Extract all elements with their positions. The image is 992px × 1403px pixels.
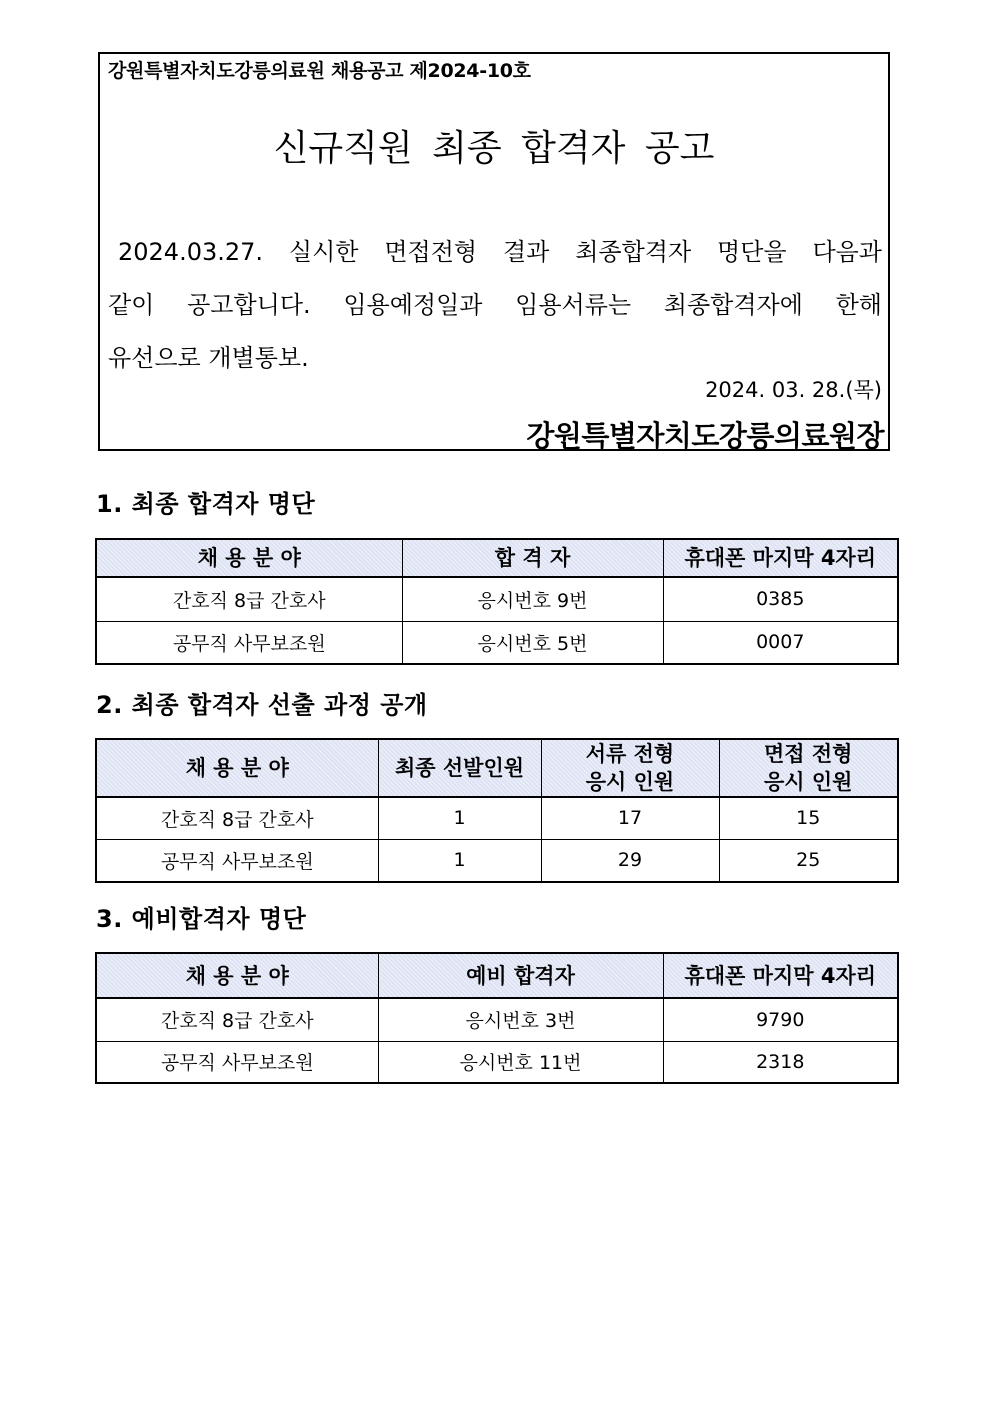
table-row <box>96 839 898 882</box>
column-header-line: 서류 전형 <box>585 742 675 766</box>
table-cell: 공무직 사무보조원 <box>96 1041 378 1083</box>
table-cell: 공무직 사무보조원 <box>96 839 378 882</box>
table-cell: 공무직 사무보조원 <box>96 621 402 664</box>
table-cell: 25 <box>719 839 898 882</box>
column-header: 예비 합격자 <box>378 953 663 998</box>
column-header: 채 용 분 야 <box>96 739 378 797</box>
column-header <box>541 739 719 797</box>
table-cell: 1 <box>378 797 541 839</box>
table-cell: 9790 <box>663 998 898 1041</box>
table-cell: 응시번호 11번 <box>378 1041 663 1083</box>
notice-body-line: 유선으로 개별통보. <box>108 344 309 372</box>
section-heading-final-list: 1. 최종 합격자 명단 <box>96 490 316 518</box>
notice-body-line: 같이 공고합니다. 임용예정일과 임용서류는 최종합격자에 한해 <box>108 291 882 319</box>
notice-date: 2024. 03. 28.(목) <box>705 378 882 402</box>
notice-number: 강원특별자치도강릉의료원 채용공고 제2024-10호 <box>108 60 531 82</box>
table-row <box>96 621 898 664</box>
table-cell: 2318 <box>663 1041 898 1083</box>
table-cell: 17 <box>541 797 719 839</box>
table-row <box>96 1041 898 1083</box>
notice-box <box>98 52 890 451</box>
table-cell: 간호직 8급 간호사 <box>96 577 402 621</box>
table-cell: 간호직 8급 간호사 <box>96 797 378 839</box>
column-header <box>719 739 898 797</box>
table-cell: 응시번호 3번 <box>378 998 663 1041</box>
column-header: 합 격 자 <box>402 539 663 577</box>
column-header-line: 응시 인원 <box>764 770 853 794</box>
reserve-passers-table <box>95 952 899 1084</box>
column-header-line: 응시 인원 <box>585 770 675 794</box>
column-header: 휴대폰 마지막 4자리 <box>663 539 898 577</box>
table-cell: 0007 <box>663 621 898 664</box>
table-row <box>96 577 898 621</box>
notice-signer: 강원특별자치도강릉의료원장 <box>526 419 884 453</box>
column-header: 최종 선발인원 <box>378 739 541 797</box>
table-row <box>96 998 898 1041</box>
table-cell: 응시번호 5번 <box>402 621 663 664</box>
final-passers-table <box>95 538 899 665</box>
notice-title: 신규직원 최종 합격자 공고 <box>273 128 715 169</box>
column-header: 채 용 분 야 <box>96 953 378 998</box>
table-cell: 응시번호 9번 <box>402 577 663 621</box>
notice-body-line: 2024.03.27. 실시한 면접전형 결과 최종합격자 명단을 다음과 <box>118 238 882 266</box>
notice-body <box>108 226 882 385</box>
table-cell: 15 <box>719 797 898 839</box>
section-heading-reserve-list: 3. 예비합격자 명단 <box>96 905 307 933</box>
column-header: 채 용 분 야 <box>96 539 402 577</box>
section-heading-selection-process: 2. 최종 합격자 선출 과정 공개 <box>96 691 428 719</box>
table-cell: 0385 <box>663 577 898 621</box>
table-cell: 29 <box>541 839 719 882</box>
table-row <box>96 797 898 839</box>
column-header-line: 면접 전형 <box>764 742 853 766</box>
table-cell: 1 <box>378 839 541 882</box>
selection-process-table <box>95 738 899 883</box>
column-header: 휴대폰 마지막 4자리 <box>663 953 898 998</box>
table-cell: 간호직 8급 간호사 <box>96 998 378 1041</box>
